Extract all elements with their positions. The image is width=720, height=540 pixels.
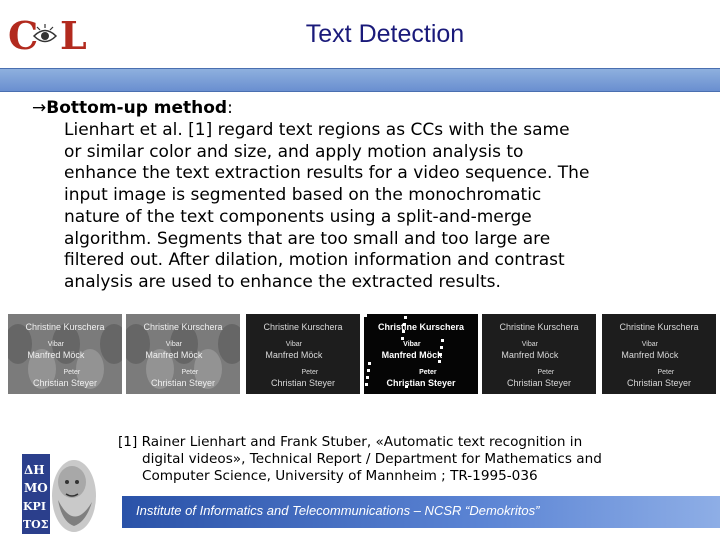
frame-caption-text: Christian Steyer <box>32 378 98 388</box>
frame-caption-text: Christine Kurschera <box>143 322 223 332</box>
paragraph-line: analysis are used to enhance the extracted results. <box>64 271 501 292</box>
frame-caption-text: Manfred Möck <box>265 350 323 360</box>
frame-caption-text: Peter <box>657 369 675 376</box>
video-frame-image <box>482 314 596 394</box>
frame-caption-text: Peter <box>63 369 81 376</box>
binary-speck <box>441 339 444 342</box>
video-frame <box>8 314 122 394</box>
binary-speck <box>364 314 367 317</box>
video-frame-image <box>126 314 240 394</box>
bullet-heading <box>32 98 233 118</box>
crest-letters-1: ΔH <box>24 463 45 477</box>
video-frame-image <box>8 314 122 394</box>
paragraph-line: algorithm. Segments that are too small and too large are <box>64 228 551 249</box>
logo-letter-l: L <box>60 13 87 58</box>
frame-caption-text: Christian Steyer <box>386 378 456 388</box>
frame-caption-text: Christian Steyer <box>626 378 692 388</box>
footer-bar <box>0 488 720 528</box>
eye-icon <box>32 22 58 50</box>
frame-caption-text: Christian Steyer <box>150 378 216 388</box>
frame-caption-text: Peter <box>419 369 437 376</box>
video-frame <box>126 314 240 394</box>
frame-caption-text: Vibar <box>47 341 64 348</box>
frame-caption-text: Manfred Möck <box>621 350 679 360</box>
lab-logo <box>8 13 87 58</box>
frame-caption-text: Christine Kurschera <box>619 322 699 332</box>
frame-caption-text: Peter <box>181 369 199 376</box>
binary-speck <box>440 346 443 349</box>
video-frame <box>602 314 716 394</box>
video-frame <box>364 314 478 394</box>
reference-line: Computer Science, University of Mannheim ; TR-1995-036 <box>142 468 538 484</box>
frame-caption-text: Christian Steyer <box>270 378 336 388</box>
paragraph-line: Lienhart et al. [1] regard text regions as CCs with the same <box>64 120 570 140</box>
paragraph-line: filtered out. After dilation, motion information and contrast <box>64 250 565 271</box>
video-frame-sequence <box>8 314 720 396</box>
frame-caption-text: Christine Kurschera <box>499 322 579 332</box>
crest-letters-4: TOΣ <box>23 518 49 531</box>
method-name: Bottom-up method <box>46 98 228 118</box>
description-paragraph <box>64 120 704 294</box>
frame-caption-text: Manfred Möck <box>501 350 559 360</box>
frame-caption-text: Christine Kurschera <box>263 322 343 332</box>
crest-letters-2: MO <box>24 481 48 495</box>
frame-caption-text: Vibar <box>285 341 302 348</box>
binary-speck <box>366 376 369 379</box>
frame-caption-text: Christine Kurschera <box>377 322 465 332</box>
paragraph-line: input image is segmented based on the monochromatic <box>64 185 542 206</box>
frame-caption-text: Christine Kurschera <box>25 322 105 332</box>
binary-speck <box>401 337 404 340</box>
video-frame-image <box>602 314 716 394</box>
frame-caption-text: Vibar <box>521 341 538 348</box>
frame-caption-text: Manfred Möck <box>381 350 443 360</box>
frame-caption-text: Peter <box>301 369 319 376</box>
video-frame <box>482 314 596 394</box>
frame-caption-text: Manfred Möck <box>27 350 85 360</box>
binary-speck <box>365 383 368 386</box>
arrow-icon: → <box>32 98 47 118</box>
reference-line: [1] Rainer Lienhart and Frank Stuber, «Automatic text recognition in <box>118 434 583 450</box>
video-frame-image <box>246 314 360 394</box>
reference-line: digital videos», Technical Report / Department for Mathematics and <box>142 451 602 467</box>
logo-letter-c: C <box>8 13 39 58</box>
page-title: Text Detection <box>305 20 465 48</box>
frame-caption-text: Vibar <box>403 341 421 348</box>
reference-citation <box>118 434 698 485</box>
footer-institute-text: Institute of Informatics and Telecommunications – NCSR “Demokritos” <box>136 503 540 518</box>
paragraph-line: enhance the text extraction results for a video sequence. The <box>64 163 590 184</box>
video-frame-image <box>364 314 478 394</box>
crest-letters-3: KPI <box>23 500 46 513</box>
bullet-colon: : <box>227 98 233 118</box>
frame-caption-text: Christian Steyer <box>506 378 572 388</box>
binary-speck <box>368 362 371 365</box>
frame-caption-text: Peter <box>537 369 555 376</box>
binary-speck <box>404 316 407 319</box>
frame-caption-text: Vibar <box>641 341 658 348</box>
paragraph-line: nature of the text components using a split-and-merge <box>64 206 532 227</box>
frame-caption-text: Vibar <box>165 341 182 348</box>
binary-speck <box>438 360 441 363</box>
header-bar <box>0 68 720 92</box>
video-frame <box>246 314 360 394</box>
binary-speck <box>367 369 370 372</box>
frame-caption-text: Manfred Möck <box>145 350 203 360</box>
paragraph-line: or similar color and size, and apply motion analysis to <box>64 141 524 162</box>
